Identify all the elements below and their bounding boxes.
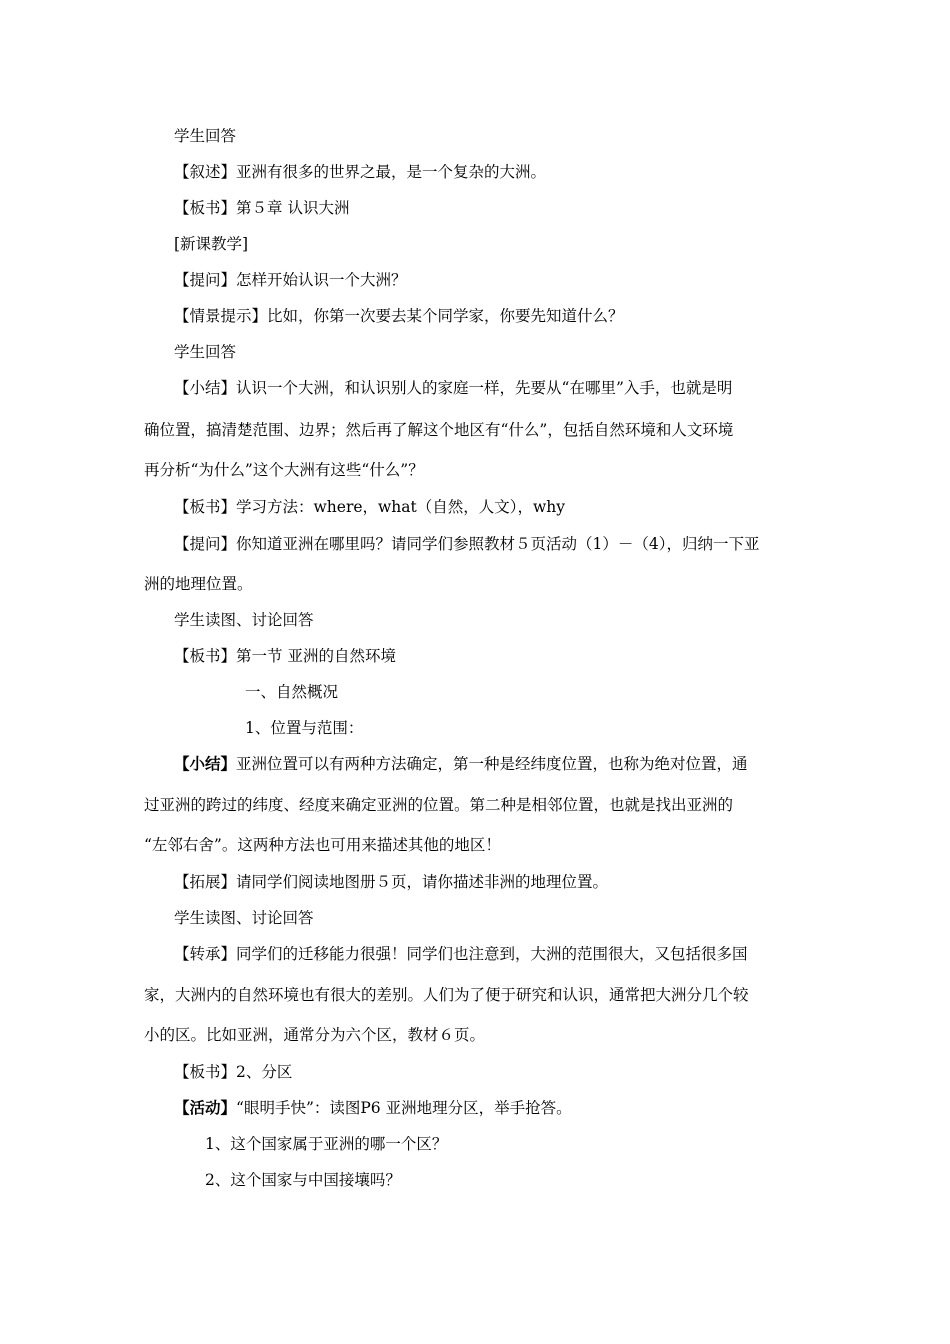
text-line: 学生回答 [174, 127, 237, 145]
text-line: 【板书】学习方法：where，what（自然，人文），why [174, 498, 565, 516]
line-tag: 【提问】 [174, 535, 237, 553]
text-line: 一、自然概况 [245, 683, 339, 701]
line-tag: 【板书】 [174, 199, 237, 217]
line-tag: 【小结】 [174, 754, 237, 773]
text-line: 【转承】同学们的迁移能力很强！同学们也注意到，大洲的范围很大，又包括很多国 [174, 945, 748, 963]
text-line: 【小结】认识一个大洲，和认识别人的家庭一样，先要从“在哪里”入手，也就是明 [174, 379, 733, 397]
text-line: 再分析“为什么”这个大洲有这些“什么”？ [144, 461, 424, 479]
text-line: 【叙述】亚洲有很多的世界之最，是一个复杂的大洲。 [174, 163, 547, 181]
text-line: 学生回答 [174, 343, 237, 361]
text-line: 【活动】“眼明手快”：读图P6 亚洲地理分区，举手抢答。 [174, 1098, 572, 1117]
text-line: 家，大洲内的自然环境也有很大的差别。人们为了便于研究和认识，通常把大洲分几个较 [144, 986, 749, 1004]
text-line: 【板书】第５章 认识大洲 [174, 199, 350, 217]
text-line: 【情景提示】比如，你第一次要去某个同学家，你要先知道什么？ [174, 307, 624, 325]
line-tag: 【叙述】 [174, 163, 237, 181]
text-line: 【提问】你知道亚洲在哪里吗？请同学们参照教材５页活动（1）－（4），归纳一下亚 [174, 535, 760, 553]
line-tag: 【拓展】 [174, 873, 237, 891]
text-line: 学生读图、讨论回答 [174, 611, 314, 629]
line-tag: 【活动】 [174, 1098, 237, 1117]
text-line: [新课教学] [174, 235, 249, 253]
text-line: 2、这个国家与中国接壤吗？ [205, 1171, 401, 1189]
line-tag: 【情景提示】 [174, 307, 268, 325]
text-line: 【板书】第一节 亚洲的自然环境 [174, 647, 396, 665]
text-line: 【提问】怎样开始认识一个大洲？ [174, 271, 407, 289]
text-line: 小的区。比如亚洲，通常分为六个区，教材６页。 [144, 1026, 486, 1044]
line-tag: 【小结】 [174, 379, 237, 397]
text-line: 【拓展】请同学们阅读地图册５页，请你描述非洲的地理位置。 [174, 873, 609, 891]
text-line: 洲的地理位置。 [144, 575, 253, 593]
text-line: 1、这个国家属于亚洲的哪一个区？ [205, 1135, 448, 1153]
text-line: 【小结】亚洲位置可以有两种方法确定，第一种是经纬度位置，也称为绝对位置，通 [174, 754, 748, 773]
text-line: 1、位置与范围： [245, 719, 364, 737]
text-line: “左邻右舍”。这两种方法也可用来描述其他的地区！ [144, 836, 501, 854]
text-line: 【板书】2、分区 [174, 1063, 293, 1081]
line-tag: 【板书】 [174, 1063, 237, 1081]
text-line: 确位置，搞清楚范围、边界；然后再了解这个地区有“什么”，包括自然环境和人文环境 [144, 421, 734, 439]
text-line: 学生读图、讨论回答 [174, 909, 314, 927]
text-line: 过亚洲的跨过的纬度、经度来确定亚洲的位置。第二种是相邻位置，也就是找出亚洲的 [144, 796, 734, 814]
line-tag: 【板书】 [174, 647, 237, 665]
line-tag: 【转承】 [174, 945, 237, 963]
line-tag: 【提问】 [174, 271, 237, 289]
line-tag: 【板书】 [174, 498, 237, 516]
